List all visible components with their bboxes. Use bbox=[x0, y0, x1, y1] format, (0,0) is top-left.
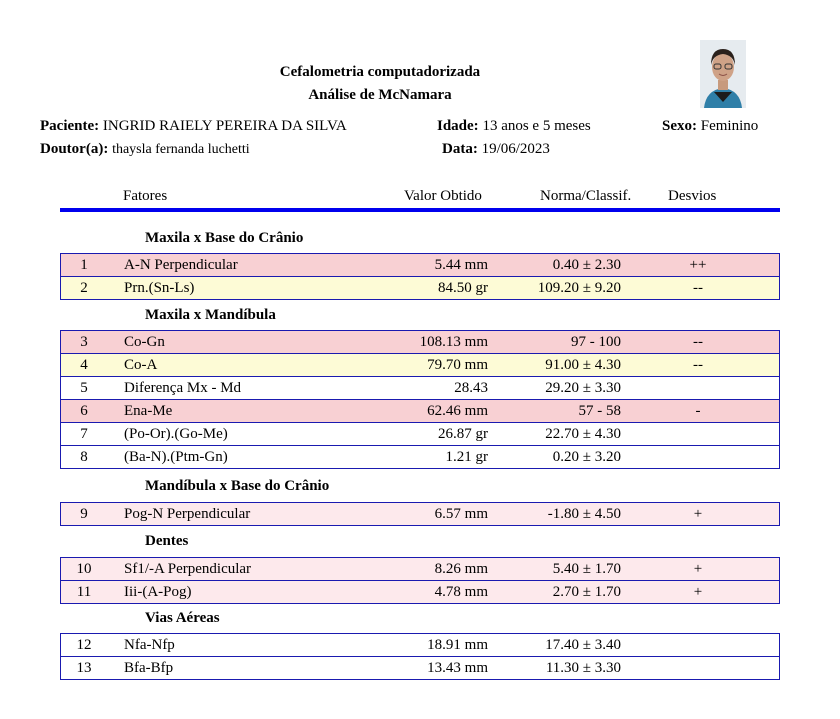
row-number: 10 bbox=[76, 561, 92, 577]
table-row bbox=[61, 503, 779, 525]
row-norm: 97 - 100 bbox=[571, 334, 621, 350]
column-header-desvios: Desvios bbox=[668, 188, 717, 204]
row-value: 4.78 mm bbox=[434, 584, 488, 600]
patient-name-field bbox=[40, 118, 347, 135]
row-value: 1.21 gr bbox=[445, 449, 488, 465]
row-value: 5.44 mm bbox=[434, 257, 488, 273]
table-row bbox=[61, 254, 779, 276]
table-row bbox=[61, 331, 779, 353]
patient-photo bbox=[700, 40, 746, 108]
doctor-value: thaysla fernanda luchetti bbox=[112, 142, 250, 157]
row-factor: Nfa-Nfp bbox=[124, 637, 175, 653]
row-norm: 29.20 ± 3.30 bbox=[545, 380, 621, 396]
patient-age-label: Idade: bbox=[437, 118, 479, 134]
row-number: 5 bbox=[80, 380, 88, 396]
table-row bbox=[61, 634, 779, 656]
report-subtitle: Análise de McNamara bbox=[308, 87, 452, 103]
table-row bbox=[61, 422, 779, 445]
row-norm: 109.20 ± 9.20 bbox=[537, 280, 621, 296]
date-value: 19/06/2023 bbox=[481, 141, 550, 157]
row-number: 7 bbox=[80, 426, 88, 442]
row-value: 28.43 bbox=[454, 380, 488, 396]
row-number: 11 bbox=[76, 584, 92, 600]
row-norm: 0.40 ± 2.30 bbox=[552, 257, 621, 273]
row-number: 12 bbox=[76, 637, 92, 653]
row-number: 1 bbox=[80, 257, 88, 273]
row-norm: 22.70 ± 4.30 bbox=[545, 426, 621, 442]
row-value: 84.50 gr bbox=[438, 280, 488, 296]
row-deviation: -- bbox=[693, 334, 703, 350]
row-factor: (Ba-N).(Ptm-Gn) bbox=[124, 449, 228, 465]
doctor-label: Doutor(a): bbox=[40, 141, 109, 157]
table-row bbox=[61, 656, 779, 679]
row-norm: 11.30 ± 3.30 bbox=[545, 660, 621, 676]
table-row bbox=[61, 376, 779, 399]
table-row bbox=[61, 399, 779, 422]
row-number: 8 bbox=[80, 449, 88, 465]
row-norm: 0.20 ± 3.20 bbox=[552, 449, 621, 465]
section-title: Maxila x Mandíbula bbox=[145, 307, 276, 323]
table-row bbox=[61, 580, 779, 603]
date-label: Data: bbox=[442, 141, 478, 157]
row-value: 6.57 mm bbox=[434, 506, 488, 522]
row-factor: (Po-Or).(Go-Me) bbox=[124, 426, 228, 442]
column-header-valor: Valor Obtido bbox=[404, 188, 482, 204]
section-title: Dentes bbox=[145, 533, 189, 549]
row-number: 6 bbox=[80, 403, 88, 419]
row-number: 4 bbox=[80, 357, 88, 373]
row-factor: Iii-(A-Pog) bbox=[124, 584, 192, 600]
patient-sex-value: Feminino bbox=[700, 118, 759, 134]
row-deviation: + bbox=[693, 506, 703, 522]
section-title: Vias Aéreas bbox=[145, 610, 220, 626]
row-deviation: -- bbox=[693, 357, 703, 373]
row-factor: Co-Gn bbox=[124, 334, 165, 350]
row-number: 2 bbox=[80, 280, 88, 296]
section-table bbox=[60, 633, 780, 680]
table-row bbox=[61, 558, 779, 580]
row-norm: 5.40 ± 1.70 bbox=[552, 561, 621, 577]
row-number: 9 bbox=[80, 506, 88, 522]
row-number: 13 bbox=[76, 660, 92, 676]
row-factor: Co-A bbox=[124, 357, 158, 373]
patient-name-label: Paciente: bbox=[40, 118, 100, 134]
patient-age-value: 13 anos e 5 meses bbox=[482, 118, 591, 134]
column-header-fatores: Fatores bbox=[123, 188, 168, 204]
table-row bbox=[61, 353, 779, 376]
row-factor: Bfa-Bfp bbox=[124, 660, 174, 676]
row-value: 13.43 mm bbox=[427, 660, 488, 676]
row-value: 62.46 mm bbox=[427, 403, 488, 419]
row-factor: Prn.(Sn-Ls) bbox=[124, 280, 195, 296]
row-factor: Pog-N Perpendicular bbox=[124, 506, 251, 522]
section-title: Mandíbula x Base do Crânio bbox=[145, 478, 330, 494]
report-title: Cefalometria computadorizada bbox=[279, 64, 481, 80]
section-table bbox=[60, 330, 780, 469]
row-value: 18.91 mm bbox=[427, 637, 488, 653]
row-value: 79.70 mm bbox=[427, 357, 488, 373]
table-row bbox=[61, 276, 779, 299]
row-deviation: -- bbox=[693, 280, 703, 296]
patient-name-value: INGRID RAIELY PEREIRA DA SILVA bbox=[102, 118, 347, 134]
row-factor: Sf1/-A Perpendicular bbox=[124, 561, 252, 577]
row-deviation: + bbox=[693, 584, 703, 600]
row-norm: 91.00 ± 4.30 bbox=[545, 357, 621, 373]
row-factor: A-N Perpendicular bbox=[124, 257, 238, 273]
row-deviation: - bbox=[695, 403, 701, 419]
section-table bbox=[60, 557, 780, 604]
patient-age-field bbox=[437, 118, 591, 135]
column-header-norma: Norma/Classif. bbox=[540, 188, 632, 204]
row-value: 8.26 mm bbox=[434, 561, 488, 577]
header-divider bbox=[60, 208, 780, 212]
row-norm: 17.40 ± 3.40 bbox=[545, 637, 621, 653]
row-deviation: + bbox=[693, 561, 703, 577]
patient-sex-field bbox=[662, 118, 758, 135]
patient-sex-label: Sexo: bbox=[662, 118, 697, 134]
date-field bbox=[442, 141, 550, 158]
row-factor: Diferença Mx - Md bbox=[124, 380, 242, 396]
section-table bbox=[60, 253, 780, 300]
row-norm: 57 - 58 bbox=[578, 403, 621, 419]
section-title: Maxila x Base do Crânio bbox=[145, 230, 304, 246]
row-norm: -1.80 ± 4.50 bbox=[547, 506, 621, 522]
row-deviation: ++ bbox=[689, 257, 707, 273]
row-number: 3 bbox=[80, 334, 88, 350]
row-value: 26.87 gr bbox=[438, 426, 488, 442]
section-table bbox=[60, 502, 780, 526]
doctor-field bbox=[40, 141, 250, 158]
row-value: 108.13 mm bbox=[419, 334, 488, 350]
row-factor: Ena-Me bbox=[124, 403, 173, 419]
row-norm: 2.70 ± 1.70 bbox=[552, 584, 621, 600]
table-row bbox=[61, 445, 779, 468]
